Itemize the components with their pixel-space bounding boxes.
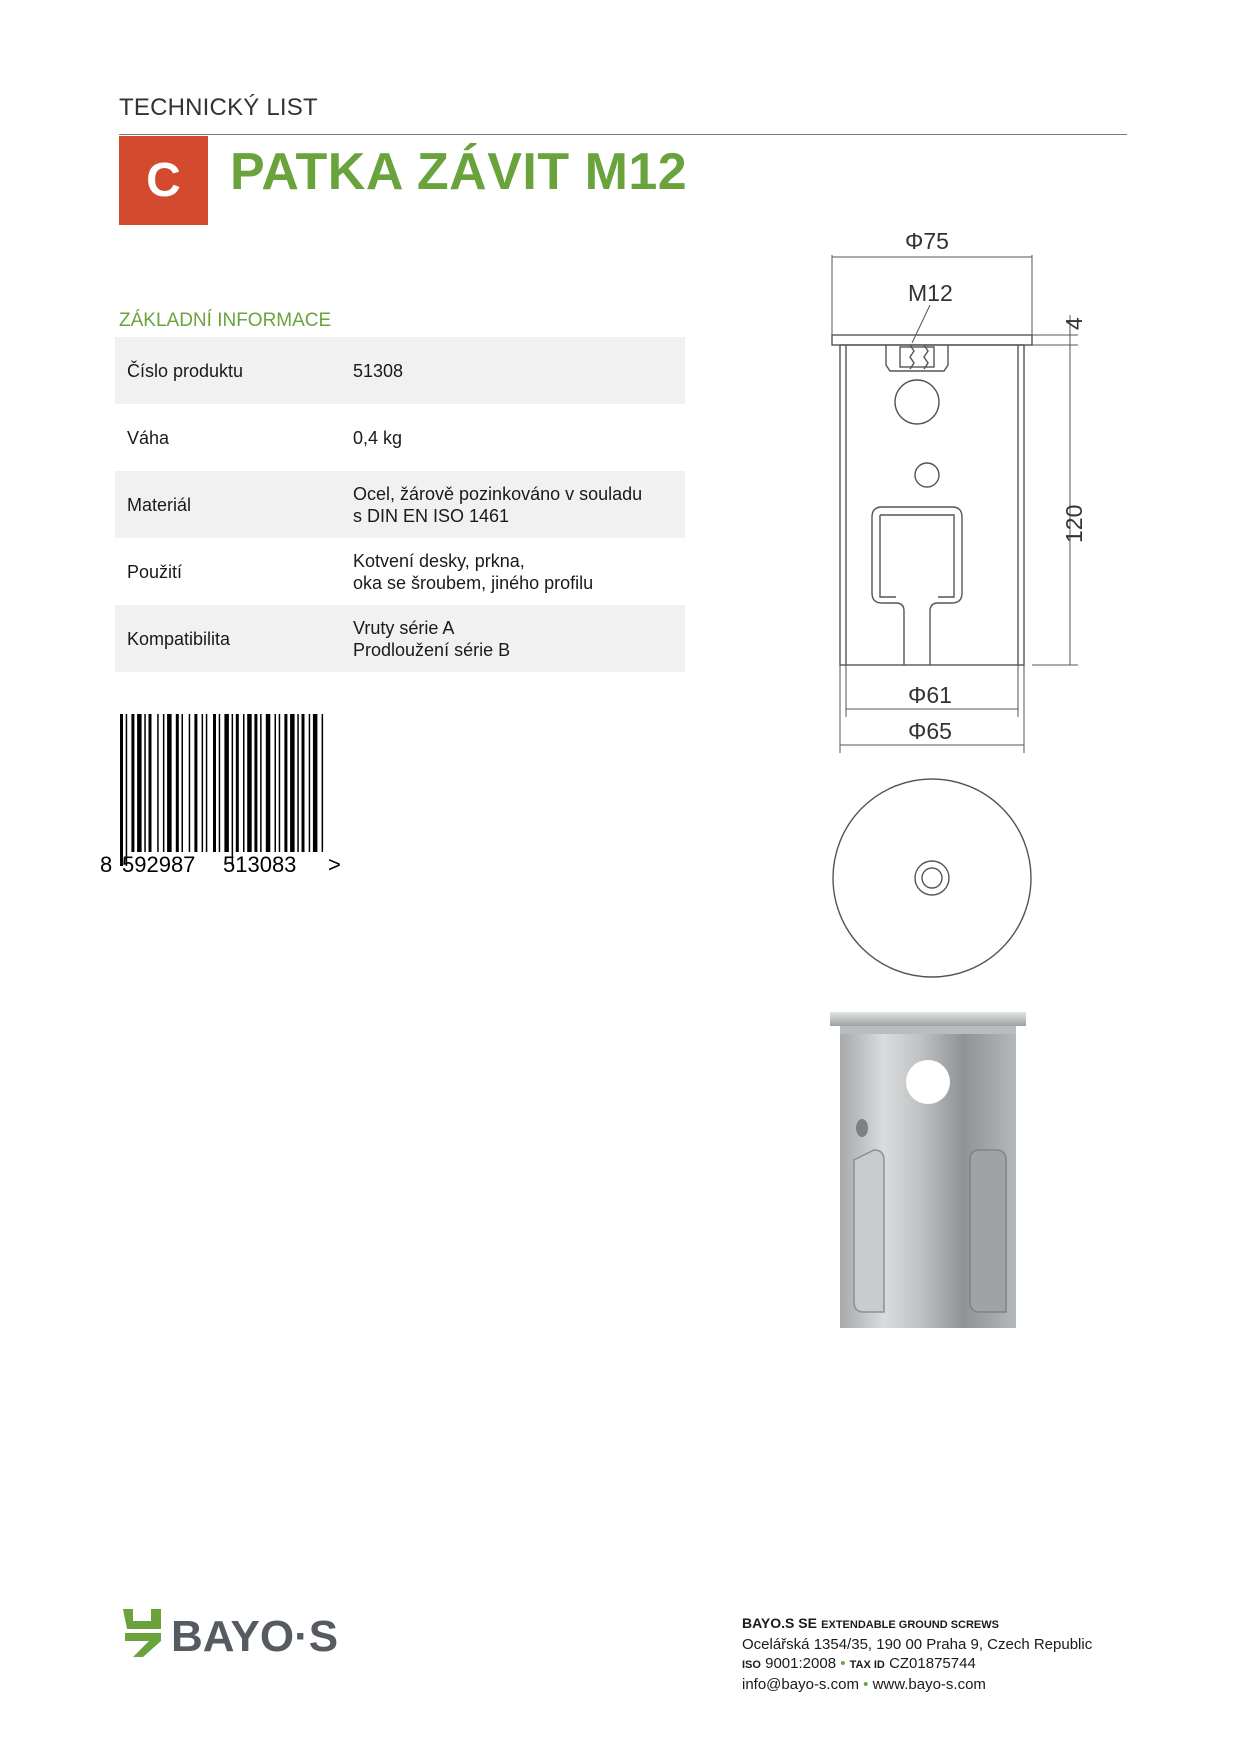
company-address: Ocelářská 1354/35, 190 00 Praha 9, Czech Republic	[742, 1636, 1093, 1653]
tube-body-outline	[840, 345, 1024, 665]
info-label: Váha	[127, 427, 170, 448]
info-label: Materiál	[115, 471, 353, 538]
top-view-nut-inner	[922, 868, 942, 888]
ean-barcode	[96, 714, 356, 878]
info-label: Použití	[127, 561, 183, 582]
company-registration: ISO 9001:2008 • TAX ID CZ01875744	[742, 1655, 976, 1672]
slot-outline-left	[872, 507, 904, 665]
top-plate-outline	[832, 335, 1032, 345]
barcode-digits-right: 513083	[223, 852, 297, 877]
barcode-bar	[202, 714, 204, 852]
category-badge: C	[119, 136, 208, 225]
barcode-bar	[247, 714, 252, 852]
barcode-bars	[120, 714, 323, 866]
barcode-bar	[206, 714, 208, 852]
barcode-bar	[194, 714, 197, 852]
barcode-bar	[302, 714, 305, 852]
slot-outline-right	[882, 507, 962, 665]
bayos-mark-icon	[123, 1609, 161, 1657]
info-row-material	[115, 471, 685, 538]
info-row-product-number	[115, 337, 685, 404]
dim-label-thread: M12	[908, 280, 953, 306]
technical-drawing-top	[830, 775, 1040, 985]
product-title: PATKA ZÁVIT M12	[230, 143, 688, 201]
barcode-bar	[232, 714, 234, 866]
small-hole-outline	[915, 463, 939, 487]
top-plate	[830, 1012, 1026, 1026]
barcode-bar	[182, 714, 184, 852]
slot-right	[970, 1150, 1006, 1312]
technical-drawing-side	[820, 225, 1120, 755]
large-hole	[906, 1060, 950, 1104]
barcode-bar	[236, 714, 239, 852]
info-value: Kotvení desky, prkna, oka se šroubem, jiného profilu	[353, 550, 594, 593]
info-row-compatibility	[115, 605, 685, 672]
barcode-bar	[297, 714, 299, 852]
info-value: Vruty série A Prodloužení série B	[353, 605, 685, 672]
barcode-bar	[243, 714, 245, 852]
barcode-bar	[213, 714, 216, 852]
barcode-digits-left: 592987	[122, 852, 196, 877]
barcode-bar	[254, 714, 257, 852]
barcode-bar	[284, 714, 287, 852]
barcode-bar	[309, 714, 311, 852]
company-email[interactable]: info@bayo-s.com	[742, 1676, 859, 1693]
info-value: Ocel, žárově pozinkováno v souladu s DIN EN ISO 1461	[353, 471, 685, 538]
header-divider	[119, 134, 1127, 135]
barcode-bar	[131, 714, 134, 852]
slot-left	[854, 1150, 884, 1312]
top-view-nut-outer	[915, 861, 949, 895]
dim-label-top-diameter: Φ75	[905, 228, 949, 254]
info-row-usage	[115, 538, 685, 605]
barcode-digit-first: 8	[100, 852, 113, 877]
top-view-plate-outline	[833, 779, 1031, 977]
barcode-bar	[126, 714, 128, 866]
small-hole	[856, 1119, 868, 1137]
barcode-bar	[157, 714, 159, 852]
barcode-bar	[266, 714, 271, 852]
barcode-bar	[322, 714, 324, 852]
basic-info-table	[115, 337, 685, 672]
barcode-bar	[176, 714, 179, 852]
barcode-quiet-mark: >	[328, 852, 341, 877]
info-row-weight	[115, 404, 685, 471]
company-line-1: BAYO.S SE EXTENDABLE GROUND SCREWS	[742, 1615, 999, 1631]
barcode-bar	[137, 714, 142, 852]
info-label: Číslo produktu	[115, 337, 353, 404]
barcode-bar	[279, 714, 281, 852]
company-info	[742, 1614, 1092, 1694]
dim-label-height: 120	[1061, 504, 1087, 543]
info-label: Kompatibilita	[115, 605, 353, 672]
barcode-bar	[144, 714, 146, 852]
barcode-bar	[149, 714, 152, 852]
barcode-bar	[167, 714, 172, 852]
company-website[interactable]: www.bayo-s.com	[872, 1676, 986, 1693]
barcode-bar	[219, 714, 221, 852]
dim-label-outer-diameter: Φ65	[908, 718, 952, 744]
barcode-bar	[120, 714, 123, 866]
bayos-logo	[119, 1605, 369, 1665]
barcode-bar	[290, 714, 295, 852]
barcode-bar	[275, 714, 277, 852]
barcode-bar	[189, 714, 191, 852]
info-value: 51308	[353, 337, 685, 404]
barcode-bar	[260, 714, 262, 852]
product-photo	[830, 1012, 1040, 1332]
company-contact: info@bayo-s.com • www.bayo-s.com	[742, 1676, 986, 1693]
logo-wordmark: BAYO·S	[171, 1612, 339, 1661]
dim-label-plate-thickness: 4	[1061, 317, 1087, 330]
barcode-bar	[313, 714, 318, 852]
dim-leader-thread	[912, 305, 930, 343]
info-value: 0,4 kg	[353, 427, 403, 448]
barcode-bar	[224, 714, 229, 852]
document-type-label: TECHNICKÝ LIST	[119, 94, 318, 121]
barcode-bar	[163, 714, 165, 852]
large-hole-outline	[895, 380, 939, 424]
dim-label-inner-diameter: Φ61	[908, 682, 952, 708]
section-title-basic-info: ZÁKLADNÍ INFORMACE	[119, 310, 332, 331]
